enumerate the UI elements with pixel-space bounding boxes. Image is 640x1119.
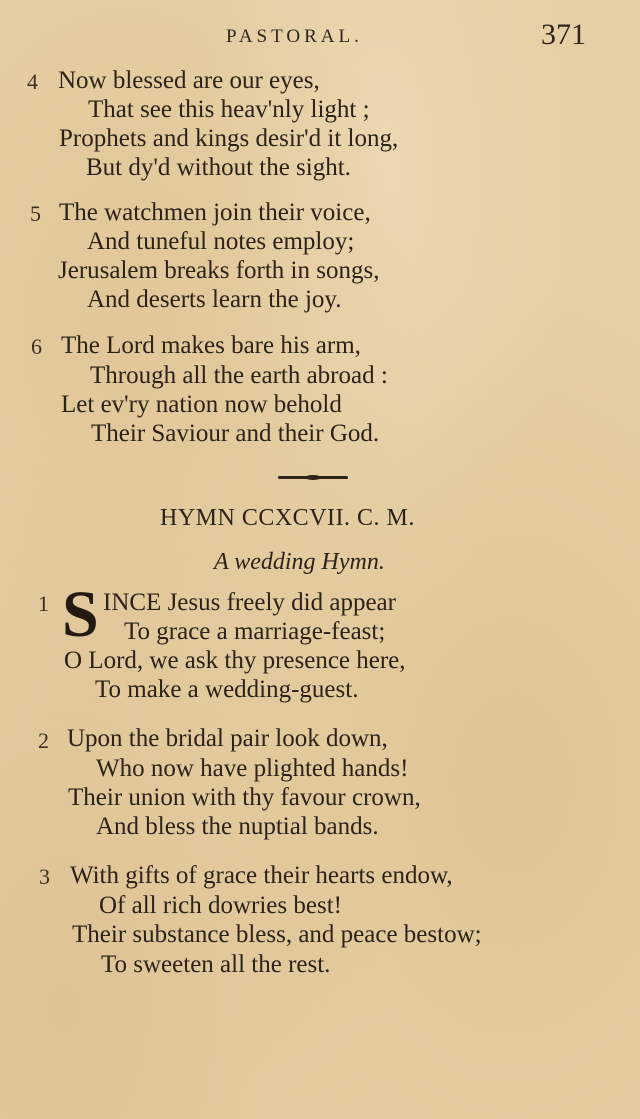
verse-line: O Lord, we ask thy presence here, (64, 647, 406, 674)
hymn-subtitle: A wedding Hymn. (214, 549, 385, 575)
verse-line: To sweeten all the rest. (101, 951, 331, 978)
verse-line: Jerusalem breaks forth in songs, (58, 257, 380, 284)
section-divider (278, 476, 348, 479)
verse-number: 5 (30, 201, 41, 226)
verse-line: But dy'd without the sight. (86, 154, 351, 181)
verse-line: Through all the earth abroad : (90, 362, 388, 389)
verse-line: And deserts learn the joy. (87, 286, 342, 313)
verse-line: Their Saviour and their God. (91, 420, 380, 447)
verse-line: And bless the nuptial bands. (96, 813, 379, 840)
running-head: PASTORAL. (226, 26, 363, 47)
verse-line: Who now have plighted hands! (96, 755, 409, 782)
drop-cap: S (62, 578, 99, 651)
verse-line: The Lord makes bare his arm, (61, 332, 361, 359)
verse-line: Their substance bless, and peace bestow; (72, 921, 482, 948)
verse-line: INCE Jesus freely did appear (103, 589, 396, 616)
verse-line: Their union with thy favour crown, (68, 784, 421, 811)
verse-number: 6 (31, 334, 42, 359)
verse-number: 3 (39, 864, 50, 889)
verse-line: Let ev'ry nation now behold (61, 391, 342, 418)
verse-number: 4 (27, 69, 38, 94)
verse-line: And tuneful notes employ; (87, 228, 355, 255)
verse-line: With gifts of grace their hearts endow, (70, 862, 453, 889)
verse-line: Prophets and kings desir'd it long, (59, 125, 399, 152)
verse-line: Now blessed are our eyes, (58, 67, 320, 94)
verse-line: Upon the bridal pair look down, (67, 725, 388, 752)
verse-number: 2 (38, 728, 49, 753)
hymn-title: HYMN CCXCVII. C. M. (160, 505, 415, 531)
verse-line: That see this heav'nly light ; (88, 96, 370, 123)
verse-line: To grace a marriage-feast; (124, 618, 386, 645)
verse-line: Of all rich dowries best! (99, 892, 342, 919)
verse-number: 1 (38, 591, 49, 616)
verse-line: To make a wedding-guest. (95, 676, 359, 703)
page-number: 371 (541, 18, 586, 51)
verse-line: The watchmen join their voice, (59, 199, 371, 226)
